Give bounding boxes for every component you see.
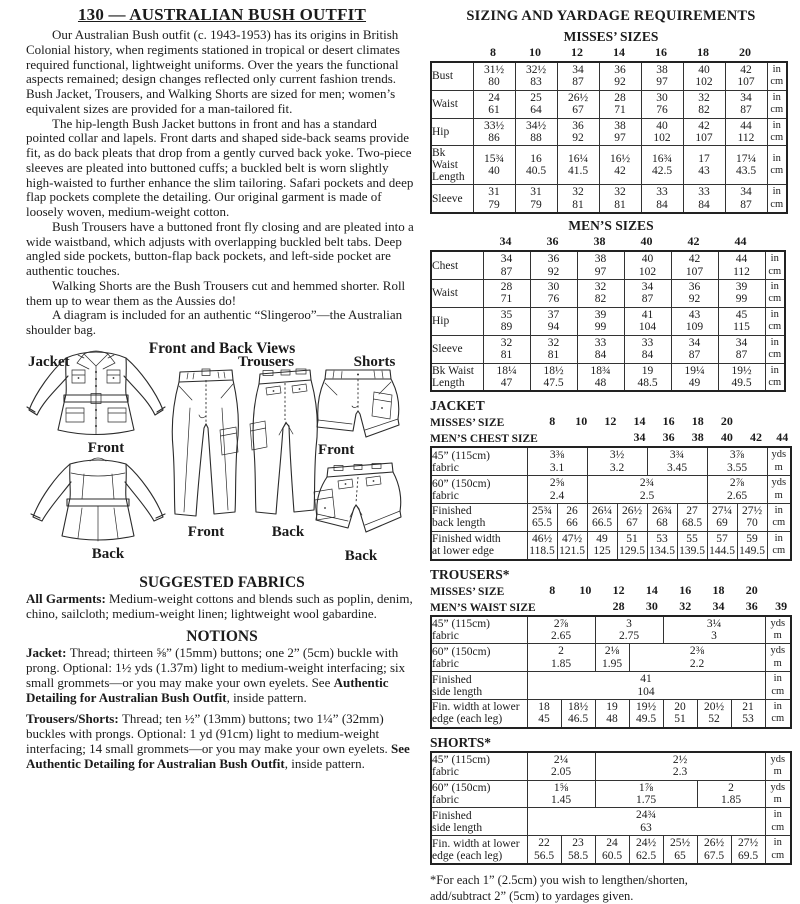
misses-sizes-table: MISSES’ SIZES 8 10 12 14 16 18 20 Bust 31½ 80 32½ 83 34 87 36 92 38 97 40 102 42 107 in cm Waist 24 61 25 64 26½ 67 28 71 30 76 32 82 34 87 in cm Hip 33½ 86 34½ 88 36 92 38 97 40 102 42 107 44 112 in cm Bk Waist Length 15¾ 40 16 40.5 16¼ 41.5 16½ 42 16¾ 42.5 17 43 17¼ 43.5 in cm Sleeve 31 79 31 79 32 81 32 81 33 84 33 84 34 87 in cm [428,29,794,214]
jacket-front-drawing [22,348,170,440]
table-heading: MEN’S SIZES [568,218,654,234]
notions-heading: NOTIONS [186,628,258,646]
trousers-label: Trousers [237,353,295,370]
trousers-yardage-table: TROUSERS* MISSES’ SIZE 8 10 12 14 16 18 20 MEN’S WAIST SIZE 28 30 32 34 36 39 45” (115cm) fabric 2⅞ 2.65 3 2.75 3¼ 3 yds m 60” (150cm) fabric 2 1.85 2⅛ 1.95 2⅜ 2.2 yds m Finished side length 41 104 in cm Fin. width at lower edge (each leg) 18 45 18½ 46.5 19 48 19½ 49.5 20 51 20½ 52 21 53 in cm [428,567,794,729]
views-heading: Front and Back Views [148,339,296,357]
table-heading: MISSES’ SIZES [563,29,659,44]
shorts-front-drawing [314,362,402,448]
notions-trousers-text: Trousers/Shorts: Thread; ten ½” (13mm) buttons; two 1¼” (32mm) buckles with prongs. Optional: 1 yd (91cm) light to medium-weight interfacing; 14 small grommets—or you may make your own eyelets. See Authentic Detailing for Australian Bush Outfit, inside pattern. [26,711,410,771]
shorts-back-label: Back [344,547,378,564]
jacket-label: Jacket [28,353,70,370]
fabrics-text: All Garments: Medium-weight cottons and blends such as poplin, denim, chino, sailcloth; medium-weight linen; lightweight wool gabardine. [26,590,413,621]
jacket-back-label: Back [91,545,125,562]
jacket-back-drawing [24,452,172,544]
slingeroo-paragraph: A diagram is included for an authentic “Slingeroo”—the Australian shoulder bag. [26,307,403,337]
shorts-yardage-table: SHORTS* 45” (115cm) fabric 2¼ 2.05 2½ 2.3 yds m 60” (150cm) fabric 1⅝ 1.45 1⅞ 1.75 2 1.85 yds m Finished side length 24¾ 63 in cm Fin. width at lower edge (each leg) 22 56.5 23 58.5 24 60.5 24½ 62.5 25½ 65 26½ 67.5 27½ 69.5 in cm [428,735,794,865]
sizing-column [428,8,794,904]
trousers-front-drawing [166,364,246,524]
shorts-back-drawing [312,458,402,548]
table-heading: TROUSERS* [430,566,510,582]
jacket-yardage-table: JACKET MISSES’ SIZE 8 10 12 14 16 18 20 MEN’S CHEST SIZE 34 36 38 40 42 44 45” (115cm) fabric 3⅜ 3.1 3½ 3.2 3¾ 3.45 3⅞ 3.55 yds m 60” (150cm) fabric 2⅝ 2.4 2¾ 2.5 2⅞ 2.65 yds m Finished back length 25¾ 65.5 26 66 26¼ 66.5 26½ 67 26¾ 68 27 68.5 27¼ 69 27½ 70 in cm Finished width at lower edge 46½ 118.5 47½ 121.5 49 125 51 129.5 53 134.5 55 139.5 57 144.5 59 149.5 in cm [428,398,794,560]
description-column [26,5,418,778]
mens-sizes-table: MEN’S SIZES 34 36 38 40 42 44 Chest 34 87 36 92 38 97 40 102 42 107 44 112 in cm Waist 28 71 30 76 32 82 34 87 36 92 39 99 in cm Hip 35 89 37 94 39 99 41 104 43 109 45 115 in cm Sleeve 32 81 32 81 33 84 33 84 34 87 34 87 in cm Bk Waist Length 18¼ 47 18½ 47.5 18¾ 48 19 48.5 19¼ 49 19½ 49.5 in cm [428,218,794,392]
trousers-back-label: Back [271,523,305,540]
trousers-paragraph: Bush Trousers have a buttoned front fly closing and are pleated into a wide waistband, which adjusts with overlapping buckled belt tabs. Deep angled side pockets, button-flap back pockets, and left-side pocket are authentic touches. [26,218,414,278]
page-title: 130 — AUSTRALIAN BUSH OUTFIT [77,5,367,24]
intro-paragraph: Our Australian Bush outfit (c. 1943-1953) has its origins in British Colonial history, when regiments stationed in tropical or desert climates required functional, lightweight uniforms. Over the years the functional aspects remained; design changes reflected only current fashion trends. Bush Jacket, Trousers, and Walking Shorts are sized for men; women’s equivalent sizes are provided for a man-tailored fit. [26,27,400,116]
jacket-front-label: Front [87,439,125,456]
shorts-front-label: Front [318,441,355,458]
shorts-paragraph: Walking Shorts are the Bush Trousers cut and hemmed shorter. Roll them up to wear them as the Aussies do! [26,277,406,308]
table-heading: SHORTS* [430,734,492,750]
trousers-front-label: Front [187,523,225,540]
front-back-views [26,353,418,576]
yardage-footnote: *For each 1” (2.5cm) you wish to lengthen/shorten, add/subtract 2” (5cm) to yardages given. [430,873,688,903]
sizing-title: SIZING AND YARDAGE REQUIREMENTS [466,8,756,24]
table-heading: JACKET [430,398,485,414]
jacket-paragraph: The hip-length Bush Jacket buttons in front and has a standard pointed collar and lapels. Front darts and shaped side-back seams provide fit, as do back pleats that drop from a gently curved back yoke. Two-piece sleeves are pleated into buttoned cuffs; a buckled belt is worn slightly high-waisted to further enhance the slim tailoring. Safari pockets and deep flap pockets complete the detailing. Our original garment is made of loosely woven, medium-weight cotton. [26,115,414,219]
notions-jacket-text: Jacket: Thread; thirteen ⅝” (15mm) buttons; one 2” (5cm) buckle with prong. Optional: 1½ yds (1.37m) light to medium-weight interfacing; six small grommets—or you may make your own eyelets. See Authentic Detailing for Australian Bush Outfit, inside pattern. [26,645,406,705]
shorts-label: Shorts [353,353,396,370]
fabrics-heading: SUGGESTED FABRICS [139,573,305,591]
